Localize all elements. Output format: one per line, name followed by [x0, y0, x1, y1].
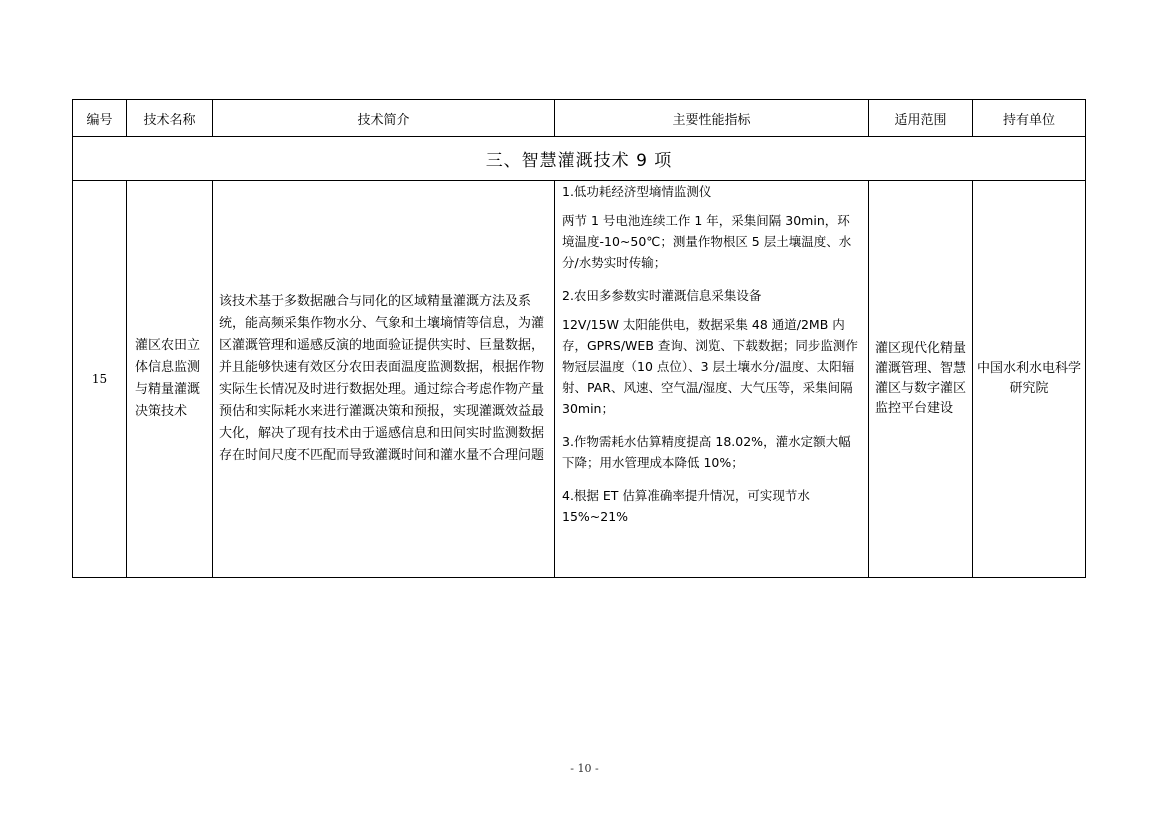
perf-item-2-detail: 12V/15W 太阳能供电，数据采集 48 通道/2MB 内存，GPRS/WEB 查询、浏览、下载数据；同步监测作物冠层温度（10 点位）、3 层土壤水分/温度、太阳辐射、PAR、风速、空气温/湿度、大气压等，采集间隔 30min；	[562, 317, 858, 416]
perf-item-4: 4.根据 ET 估算准确率提升情况，可实现节水 15%~21%	[562, 488, 810, 524]
page-number: - 10 -	[570, 762, 599, 775]
perf-item-2-title: 2.农田多参数实时灌溉信息采集设备	[562, 288, 762, 303]
row-tech-intro: 该技术基于多数据融合与同化的区域精量灌溉方法及系统，能高频采集作物水分、气象和土壤墒情等信息，为灌区灌溉管理和遥感反演的地面验证提供实时、巨量数据，并且能够快速有效区分农田表面温度监测数据，根据作物实际生长情况及时进行数据处理。通过综合考虑作物产量预估和实际耗水来进行灌溉决策和预报，实现灌溉效益最大化，解决了现有技术由于遥感信息和田间实时监测数据存在时间尺度不匹配而导致灌溉时间和灌水量不合理问题	[213, 181, 555, 578]
technology-table	[72, 99, 1086, 578]
header-holder: 持有单位	[973, 100, 1086, 137]
perf-item-1-detail: 两节 1 号电池连续工作 1 年，采集间隔 30min，环境温度-10~50℃；测量作物根区 5 层土壤温度、水分/水势实时传输；	[562, 213, 852, 270]
header-performance: 主要性能指标	[555, 100, 869, 137]
table-row	[73, 181, 1086, 578]
table-header-row	[73, 100, 1086, 137]
row-number: 15	[73, 181, 127, 578]
header-tech-intro: 技术简介	[213, 100, 555, 137]
header-number: 编号	[73, 100, 127, 137]
row-scope: 灌区现代化精量灌溉管理、智慧灌区与数字灌区监控平台建设	[869, 181, 973, 578]
section-title: 三、智慧灌溉技术 9 项	[73, 137, 1086, 181]
row-holder: 中国水利水电科学研究院	[973, 181, 1086, 578]
perf-item-3: 3.作物需耗水估算精度提高 18.02%，灌水定额大幅下降；用水管理成本降低 10%；	[562, 434, 851, 470]
row-tech-name: 灌区农田立体信息监测与精量灌溉决策技术	[127, 181, 213, 578]
perf-item-1-title: 1.低功耗经济型墒情监测仪	[562, 184, 712, 199]
row-performance	[555, 181, 869, 578]
section-row	[73, 137, 1086, 181]
header-tech-name: 技术名称	[127, 100, 213, 137]
header-scope: 适用范围	[869, 100, 973, 137]
